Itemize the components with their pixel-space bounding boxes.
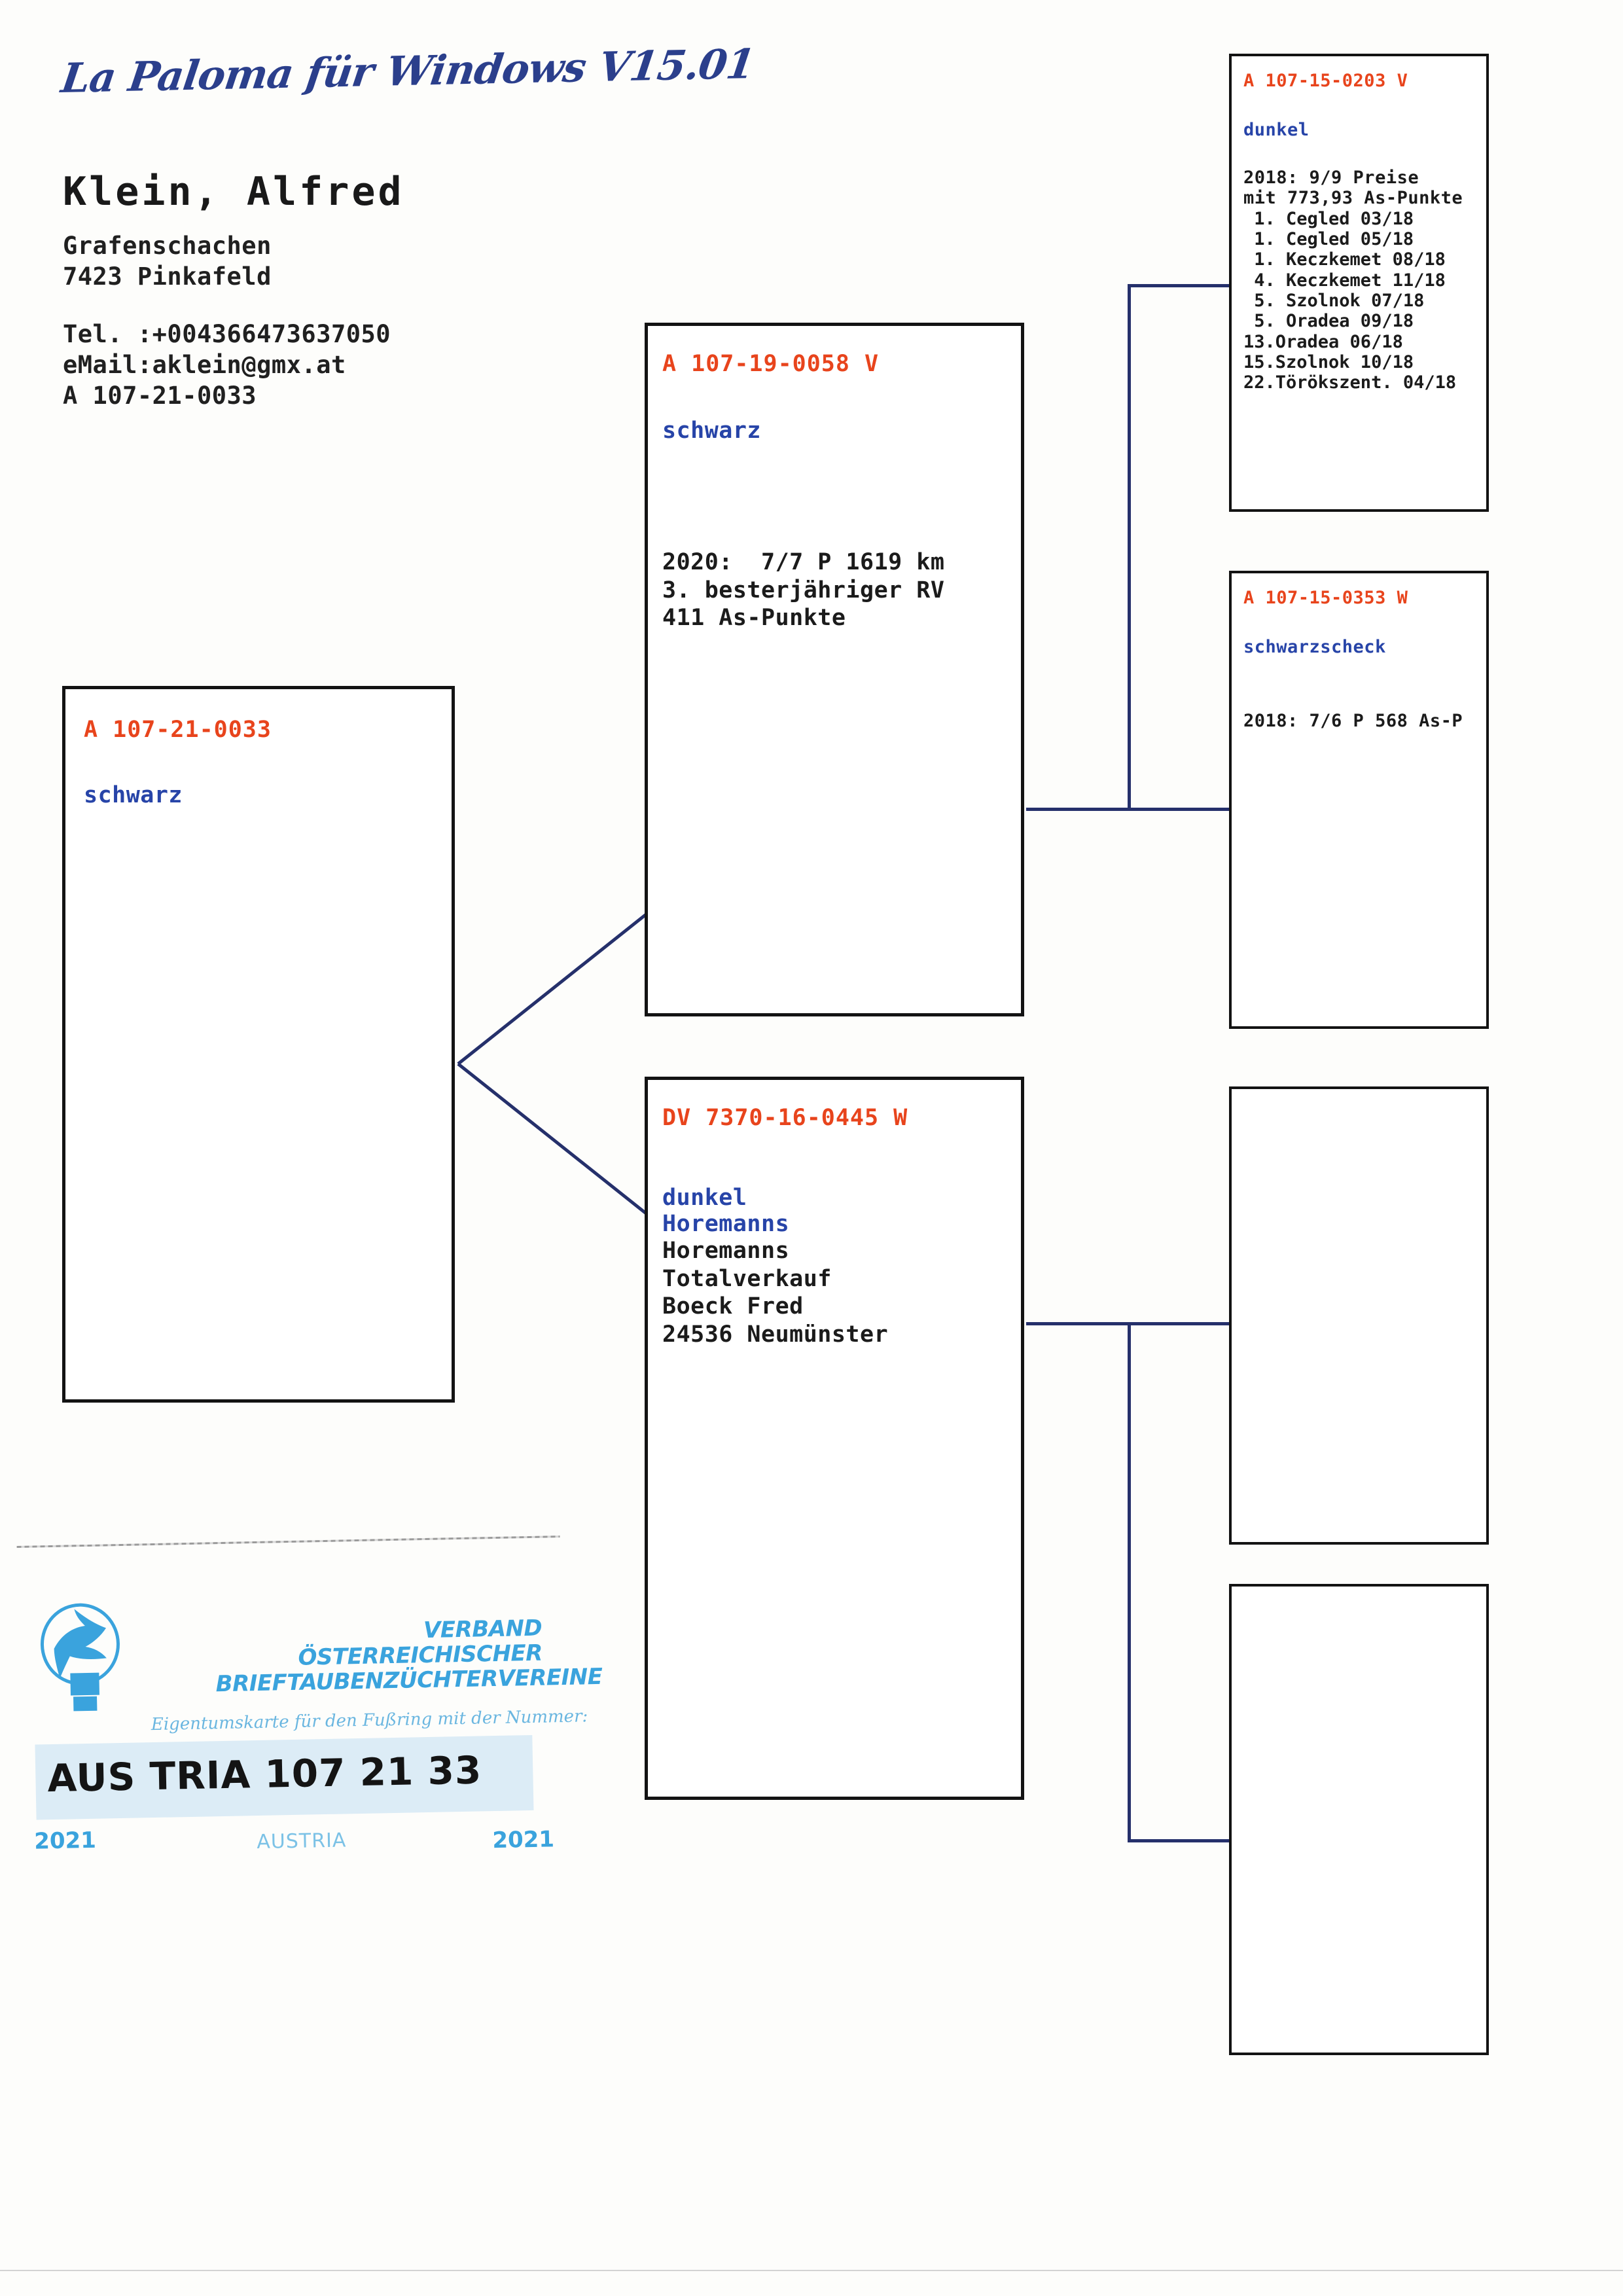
association-line-2: ÖSTERREICHISCHER: [298, 1640, 543, 1671]
race-result-row: 5. Oradea 09/18: [1243, 311, 1414, 332]
pedigree-box-dam-dam[interactable]: [1229, 1584, 1489, 2055]
association-name: [215, 1615, 603, 1698]
connector-to-dam-sire: [1128, 1322, 1232, 1325]
sire-color: schwarz: [662, 418, 762, 444]
sire-stat-line: 3. besterjähriger RV: [662, 577, 945, 603]
sire-stat-line: 2020: 7/7 P 1619 km: [662, 549, 945, 575]
dam-color: dunkel: [662, 1185, 747, 1211]
connector-to-dam-dam: [1128, 1839, 1232, 1842]
connector-to-sire-sire: [1128, 284, 1232, 287]
sire-stats: [662, 548, 1021, 632]
connector-sire-stem: [1026, 808, 1131, 811]
sire-dam-color: schwarzscheck: [1243, 637, 1386, 657]
pedigree-box-dam[interactable]: [645, 1077, 1024, 1800]
connector-to-sire-dam: [1128, 808, 1232, 811]
owner-email: eMail:aklein@gmx.at: [63, 351, 346, 380]
race-result-row: 1. Keczkemet 08/18: [1243, 249, 1446, 270]
pedigree-box-subject[interactable]: [62, 686, 455, 1403]
owner-address-line1: Grafenschachen: [63, 232, 272, 260]
pedigree-box-dam-sire[interactable]: [1229, 1086, 1489, 1545]
page-bottom-rule: [0, 2270, 1623, 2271]
association-line-3: BRIEFTAUBENZÜCHTERVEREINE: [215, 1664, 603, 1698]
subject-color: schwarz: [84, 782, 183, 808]
card-subtitle: Eigentumskarte für den Fußring mit der Nummer:: [151, 1706, 588, 1735]
pigeon-logo-icon: [32, 1599, 139, 1715]
card-year-right: 2021: [491, 1826, 555, 1854]
dam-details: [662, 1185, 1021, 1349]
sire-sire-results: [1243, 168, 1486, 393]
race-result-row: 15.Szolnok 10/18: [1243, 351, 1414, 372]
race-result-row: 4. Keczkemet 11/18: [1243, 270, 1446, 291]
card-ring-number: AUS TRIA 107 21 33: [46, 1748, 482, 1801]
card-year-left: 2021: [33, 1827, 97, 1855]
pedigree-box-sire[interactable]: [645, 323, 1024, 1016]
owner-name: Klein, Alfred: [63, 169, 404, 215]
dam-note: Boeck Fred: [662, 1293, 804, 1320]
sire-ring-id: A 107-19-0058 V: [662, 351, 880, 377]
owner-telephone: Tel. :+004366473637050: [63, 319, 391, 348]
race-result-row: 5. Szolnok 07/18: [1243, 290, 1425, 311]
subject-ring-id: A 107-21-0033: [84, 717, 272, 743]
race-result-row: 1. Cegled 03/18: [1243, 208, 1414, 229]
pedigree-box-sire-sire[interactable]: [1229, 54, 1489, 512]
dam-note: Totalverkauf: [662, 1265, 832, 1292]
ownership-card: [16, 1518, 603, 1869]
connector-sire-bracket-vertical: [1128, 284, 1131, 811]
sire-dam-ring-id: A 107-15-0353 W: [1243, 588, 1408, 608]
card-country: AUSTRIA: [257, 1829, 347, 1854]
app-title: La Paloma für Windows V15.01: [58, 39, 758, 103]
owner-contact: [63, 319, 560, 412]
sire-stat-line: 411 As-Punkte: [662, 605, 846, 632]
dam-strain: Horemanns: [662, 1211, 790, 1237]
sire-sire-ring-id: A 107-15-0203 V: [1243, 71, 1408, 91]
connector-dam-bracket-vertical: [1128, 1322, 1131, 1842]
owner-ring-number: A 107-21-0033: [63, 382, 257, 410]
dam-note: 24536 Neumünster: [662, 1321, 889, 1348]
race-result-row: 22.Törökszent. 04/18: [1243, 372, 1457, 393]
owner-block: [63, 169, 560, 412]
sire-sire-summary-line2: mit 773,93 As-Punkte: [1243, 188, 1463, 209]
sire-sire-color: dunkel: [1243, 120, 1310, 140]
dam-note: Horemanns: [662, 1238, 790, 1264]
association-line-1: VERBAND: [423, 1615, 543, 1644]
sire-dam-stats: 2018: 7/6 P 568 As-P: [1243, 711, 1463, 731]
sire-sire-summary-line1: 2018: 9/9 Preise: [1243, 168, 1419, 188]
dam-ring-id: DV 7370-16-0445 W: [662, 1105, 908, 1131]
connector-dam-stem: [1026, 1322, 1131, 1325]
race-result-row: 1. Cegled 05/18: [1243, 228, 1414, 249]
pedigree-box-sire-dam[interactable]: [1229, 571, 1489, 1029]
owner-address-line2: 7423 Pinkafeld: [63, 262, 272, 291]
race-result-row: 13.Oradea 06/18: [1243, 331, 1403, 352]
card-torn-edge: [17, 1535, 560, 1548]
